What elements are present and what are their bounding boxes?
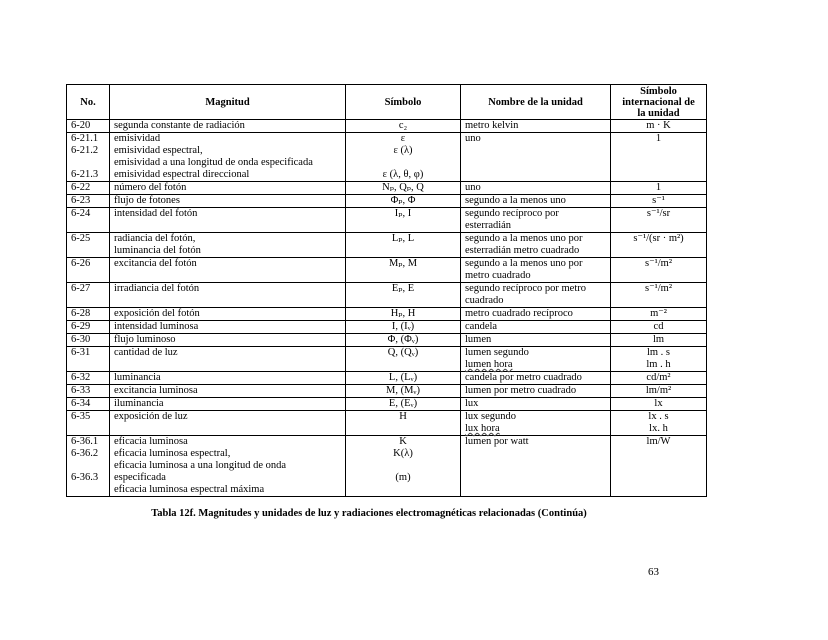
- header-magnitude: Magnitud: [110, 85, 346, 120]
- cell-symbol: [346, 372, 461, 385]
- cell-intl-symbol: [611, 334, 707, 347]
- cell-intl-symbol: [611, 321, 707, 334]
- cell-magnitude-line: luminancia del fotón: [114, 245, 201, 256]
- cell-unit-name-line: candela por metro cuadrado: [465, 372, 582, 383]
- cell-intl-symbol-line: 1: [655, 182, 662, 193]
- cell-symbol-line: E, (Eᵥ): [388, 398, 418, 409]
- cell-unit-name-line: esterradián: [465, 220, 512, 231]
- cell-magnitude-line: flujo luminoso: [114, 334, 176, 345]
- cell-intl-symbol-line: lm/m²: [645, 385, 672, 396]
- cell-symbol-line: K: [399, 436, 407, 447]
- header-intl-symbol: [611, 85, 707, 120]
- cell-number-line: 6-30: [71, 334, 91, 345]
- cell-number: [67, 208, 110, 233]
- cell-unit-name-line: metro cuadrado recíproco: [465, 308, 573, 319]
- cell-intl-symbol: [611, 347, 707, 372]
- cell-intl-symbol: [611, 120, 707, 133]
- cell-symbol: [346, 182, 461, 195]
- cell-magnitude: [110, 308, 346, 321]
- cell-intl-symbol-line: s⁻¹: [652, 195, 665, 206]
- cell-symbol: [346, 308, 461, 321]
- cell-unit-name-line: segundo a la menos uno por: [465, 258, 583, 269]
- cell-unit-name-line: segundo a la menos uno por: [465, 233, 583, 244]
- cell-symbol-line: c₂: [398, 120, 408, 131]
- cell-intl-symbol: [611, 398, 707, 411]
- cell-unit-name-line: lumen: [465, 334, 492, 345]
- cell-magnitude-line: cantidad de luz: [114, 347, 178, 358]
- cell-symbol: [346, 436, 461, 497]
- cell-intl-symbol: [611, 283, 707, 308]
- cell-magnitude: [110, 208, 346, 233]
- cell-intl-symbol-line: s⁻¹/m²: [644, 258, 672, 269]
- cell-unit-name-line: lux hora: [465, 423, 500, 434]
- cell-symbol-line: I, (Iᵥ): [391, 321, 415, 332]
- cell-number-line: 6-32: [71, 372, 91, 383]
- cell-magnitude-line: especificada: [114, 472, 166, 483]
- cell-magnitude-line: emisividad a una longitud de onda especificada: [114, 157, 313, 168]
- cell-magnitude: [110, 233, 346, 258]
- cell-number-line: 6-35: [71, 411, 91, 422]
- cell-unit-name-line: cuadrado: [465, 295, 504, 306]
- cell-intl-symbol: [611, 208, 707, 233]
- magnitudes-table: [66, 84, 707, 497]
- cell-symbol-line: [350, 157, 456, 169]
- cell-magnitude: [110, 385, 346, 398]
- cell-number: [67, 321, 110, 334]
- cell-magnitude: [110, 195, 346, 208]
- cell-number: [67, 334, 110, 347]
- cell-unit-name-line: segundo a la menos uno: [465, 195, 566, 206]
- cell-number-line: 6-22: [71, 182, 91, 193]
- cell-number: [67, 372, 110, 385]
- cell-symbol-line: K(λ): [393, 448, 413, 459]
- cell-intl-symbol: [611, 182, 707, 195]
- cell-number-line: 6-23: [71, 195, 91, 206]
- cell-magnitude-line: segunda constante de radiación: [114, 120, 245, 131]
- cell-intl-symbol-line: 1: [655, 133, 662, 144]
- cell-symbol-line: ε (λ, θ, φ): [382, 169, 424, 180]
- cell-symbol-line: (m): [395, 472, 411, 483]
- table-row: [67, 334, 707, 347]
- cell-intl-symbol-line: s⁻¹/m²: [644, 283, 672, 294]
- cell-magnitude: [110, 182, 346, 195]
- cell-magnitude: [110, 436, 346, 497]
- table-row: [67, 372, 707, 385]
- table-row: [67, 195, 707, 208]
- cell-number-line: [71, 157, 105, 169]
- cell-unit-name: [461, 334, 611, 347]
- cell-magnitude-line: intensidad luminosa: [114, 321, 199, 332]
- table-row: [67, 233, 707, 258]
- cell-symbol: [346, 398, 461, 411]
- table-row: [67, 347, 707, 372]
- cell-unit-name-line: uno: [465, 133, 481, 144]
- cell-symbol: [346, 233, 461, 258]
- cell-number: [67, 347, 110, 372]
- cell-symbol: [346, 385, 461, 398]
- table-row: [67, 398, 707, 411]
- cell-unit-name-line: lumen por metro cuadrado: [465, 385, 577, 396]
- cell-intl-symbol: [611, 258, 707, 283]
- cell-unit-name: [461, 372, 611, 385]
- header-symbol: Símbolo: [346, 85, 461, 120]
- cell-symbol: [346, 334, 461, 347]
- cell-intl-symbol-line: lm . h: [646, 359, 671, 370]
- table-row: [67, 436, 707, 497]
- cell-number-line: 6-36.1: [71, 436, 99, 447]
- cell-symbol-line: ε: [400, 133, 406, 144]
- cell-symbol-line: Φₚ, Φ: [390, 195, 416, 206]
- cell-intl-symbol-line: s⁻¹/(sr · m²): [633, 233, 684, 244]
- cell-magnitude-line: eficacia luminosa a una longitud de onda: [114, 460, 287, 471]
- cell-intl-symbol-line: cd/m²: [646, 372, 671, 383]
- cell-number-line: 6-36.3: [71, 472, 99, 483]
- cell-number-line: 6-31: [71, 347, 91, 358]
- table-row: [67, 133, 707, 182]
- cell-number: [67, 385, 110, 398]
- table-row: [67, 411, 707, 436]
- cell-symbol-line: Hₚ, H: [390, 308, 416, 319]
- cell-symbol: [346, 347, 461, 372]
- cell-unit-name: [461, 283, 611, 308]
- cell-intl-symbol: [611, 385, 707, 398]
- cell-magnitude: [110, 258, 346, 283]
- cell-number-line: 6-21.2: [71, 145, 99, 156]
- cell-number-line: 6-33: [71, 385, 91, 396]
- cell-unit-name-line: candela: [465, 321, 498, 332]
- cell-number-line: 6-21.3: [71, 169, 99, 180]
- cell-intl-symbol-line: lm: [652, 334, 665, 345]
- cell-magnitude: [110, 398, 346, 411]
- table-row: [67, 385, 707, 398]
- cell-number-line: [71, 484, 105, 496]
- cell-magnitude: [110, 372, 346, 385]
- cell-magnitude: [110, 120, 346, 133]
- cell-number-line: 6-20: [71, 120, 91, 131]
- cell-intl-symbol: [611, 436, 707, 497]
- cell-number: [67, 182, 110, 195]
- cell-unit-name: [461, 308, 611, 321]
- cell-symbol-line: M, (Mᵥ): [385, 385, 420, 396]
- cell-unit-name-line: lux segundo: [465, 411, 517, 422]
- cell-intl-symbol-line: m⁻²: [650, 308, 667, 319]
- cell-unit-name-line: esterradián metro cuadrado: [465, 245, 580, 256]
- cell-intl-symbol-line: m · K: [646, 120, 671, 131]
- cell-symbol-line: [350, 484, 456, 496]
- cell-unit-name-line: uno: [465, 182, 481, 193]
- cell-symbol-line: Nₚ, Qₚ, Q: [382, 182, 424, 193]
- cell-intl-symbol-line: cd: [653, 321, 664, 332]
- cell-intl-symbol: [611, 411, 707, 436]
- cell-symbol-line: Iₚ, I: [394, 208, 412, 219]
- table-body: [67, 120, 707, 497]
- cell-intl-symbol: [611, 233, 707, 258]
- cell-unit-name-line: lumen hora: [465, 359, 513, 370]
- cell-number: [67, 283, 110, 308]
- cell-unit-name: [461, 347, 611, 372]
- table-row: [67, 283, 707, 308]
- cell-number: [67, 195, 110, 208]
- cell-unit-name-line: metro kelvin: [465, 120, 519, 131]
- cell-unit-name: [461, 233, 611, 258]
- cell-symbol-line: ε (λ): [393, 145, 413, 156]
- cell-intl-symbol-line: s⁻¹/sr: [646, 208, 671, 219]
- cell-magnitude: [110, 347, 346, 372]
- cell-unit-name-line: lux: [465, 398, 479, 409]
- cell-unit-name: [461, 133, 611, 182]
- cell-number: [67, 308, 110, 321]
- cell-intl-symbol-line: lm . s: [646, 347, 671, 358]
- cell-intl-symbol-line: lx . s: [648, 411, 669, 422]
- cell-symbol-line: Eₚ, E: [391, 283, 415, 294]
- cell-unit-name-line: segundo recíproco por metro: [465, 283, 587, 294]
- cell-intl-symbol: [611, 308, 707, 321]
- cell-unit-name: [461, 195, 611, 208]
- cell-unit-name: [461, 385, 611, 398]
- cell-magnitude: [110, 411, 346, 436]
- cell-magnitude-line: número del fotón: [114, 182, 187, 193]
- table-row: [67, 120, 707, 133]
- header-no: No.: [67, 85, 110, 120]
- cell-magnitude: [110, 334, 346, 347]
- cell-unit-name: [461, 120, 611, 133]
- cell-number: [67, 233, 110, 258]
- cell-unit-name: [461, 321, 611, 334]
- cell-magnitude-line: eficacia luminosa espectral,: [114, 448, 231, 459]
- cell-intl-symbol-line: lm/W: [646, 436, 671, 447]
- cell-symbol-line: Lₚ, L: [391, 233, 415, 244]
- cell-magnitude-line: exposición de luz: [114, 411, 188, 422]
- cell-symbol-line: L, (Lᵥ): [388, 372, 418, 383]
- cell-magnitude-line: iluminancia: [114, 398, 164, 409]
- cell-magnitude-line: intensidad del fotón: [114, 208, 198, 219]
- cell-number-line: 6-21.1: [71, 133, 99, 144]
- cell-number: [67, 120, 110, 133]
- cell-symbol: [346, 258, 461, 283]
- cell-magnitude-line: excitancia luminosa: [114, 385, 198, 396]
- cell-symbol: [346, 283, 461, 308]
- cell-number-line: 6-36.2: [71, 448, 99, 459]
- cell-number-line: 6-34: [71, 398, 91, 409]
- cell-intl-symbol: [611, 372, 707, 385]
- cell-symbol-line: Φ, (Φᵥ): [387, 334, 419, 345]
- cell-number-line: 6-24: [71, 208, 91, 219]
- cell-unit-name: [461, 398, 611, 411]
- cell-symbol: [346, 120, 461, 133]
- table-row: [67, 308, 707, 321]
- cell-magnitude-line: eficacia luminosa espectral máxima: [114, 484, 265, 495]
- cell-symbol: [346, 321, 461, 334]
- header-unit-name: Nombre de la unidad: [461, 85, 611, 120]
- header-intl-symbol-line: internacional de: [622, 96, 695, 108]
- cell-number-line: [71, 460, 105, 472]
- cell-magnitude: [110, 321, 346, 334]
- cell-magnitude: [110, 133, 346, 182]
- table-row: [67, 321, 707, 334]
- cell-symbol-line: [350, 460, 456, 472]
- header-intl-symbol-line: la unidad: [637, 107, 680, 119]
- cell-unit-name-line: lumen segundo: [465, 347, 529, 358]
- table-row: [67, 258, 707, 283]
- header-intl-symbol-line: Símbolo: [640, 85, 677, 97]
- cell-unit-name-line: segundo recíproco por: [465, 208, 559, 219]
- cell-intl-symbol: [611, 195, 707, 208]
- cell-symbol: [346, 411, 461, 436]
- cell-intl-symbol-line: lx. h: [649, 423, 668, 434]
- page-number: 63: [648, 566, 659, 578]
- cell-number-line: 6-26: [71, 258, 91, 269]
- cell-number: [67, 411, 110, 436]
- cell-symbol: [346, 208, 461, 233]
- cell-magnitude-line: flujo de fotones: [114, 195, 180, 206]
- cell-magnitude-line: radiancia del fotón,: [114, 233, 196, 244]
- table-caption: Tabla 12f. Magnitudes y unidades de luz y radiaciones electromagnéticas relacionadas (Continúa): [151, 508, 587, 519]
- cell-number-line: 6-25: [71, 233, 91, 244]
- cell-number-line: 6-29: [71, 321, 91, 332]
- cell-unit-name: [461, 411, 611, 436]
- cell-number-line: 6-27: [71, 283, 91, 294]
- cell-unit-name: [461, 436, 611, 497]
- cell-magnitude-line: irradiancia del fotón: [114, 283, 200, 294]
- cell-magnitude-line: emisividad espectral,: [114, 145, 203, 156]
- cell-magnitude-line: exposición del fotón: [114, 308, 200, 319]
- cell-number: [67, 436, 110, 497]
- cell-symbol-line: Mₚ, M: [388, 258, 418, 269]
- table-row: [67, 208, 707, 233]
- cell-intl-symbol: [611, 133, 707, 182]
- cell-symbol: [346, 133, 461, 182]
- cell-number: [67, 398, 110, 411]
- table-row: [67, 182, 707, 195]
- cell-unit-name: [461, 258, 611, 283]
- cell-unit-name-line: lumen por watt: [465, 436, 529, 447]
- cell-magnitude-line: emisividad: [114, 133, 161, 144]
- cell-number: [67, 133, 110, 182]
- table-header-row: [67, 85, 707, 120]
- cell-unit-name: [461, 208, 611, 233]
- cell-number: [67, 258, 110, 283]
- cell-symbol-line: Q, (Qᵥ): [387, 347, 419, 358]
- cell-unit-name: [461, 182, 611, 195]
- cell-number-line: 6-28: [71, 308, 91, 319]
- cell-symbol-line: H: [399, 411, 407, 422]
- cell-magnitude: [110, 283, 346, 308]
- cell-magnitude-line: emisividad espectral direccional: [114, 169, 250, 180]
- cell-magnitude-line: luminancia: [114, 372, 161, 383]
- cell-magnitude-line: excitancia del fotón: [114, 258, 197, 269]
- cell-symbol: [346, 195, 461, 208]
- cell-unit-name-line: metro cuadrado: [465, 270, 531, 281]
- cell-intl-symbol-line: lx: [654, 398, 663, 409]
- cell-magnitude-line: eficacia luminosa: [114, 436, 188, 447]
